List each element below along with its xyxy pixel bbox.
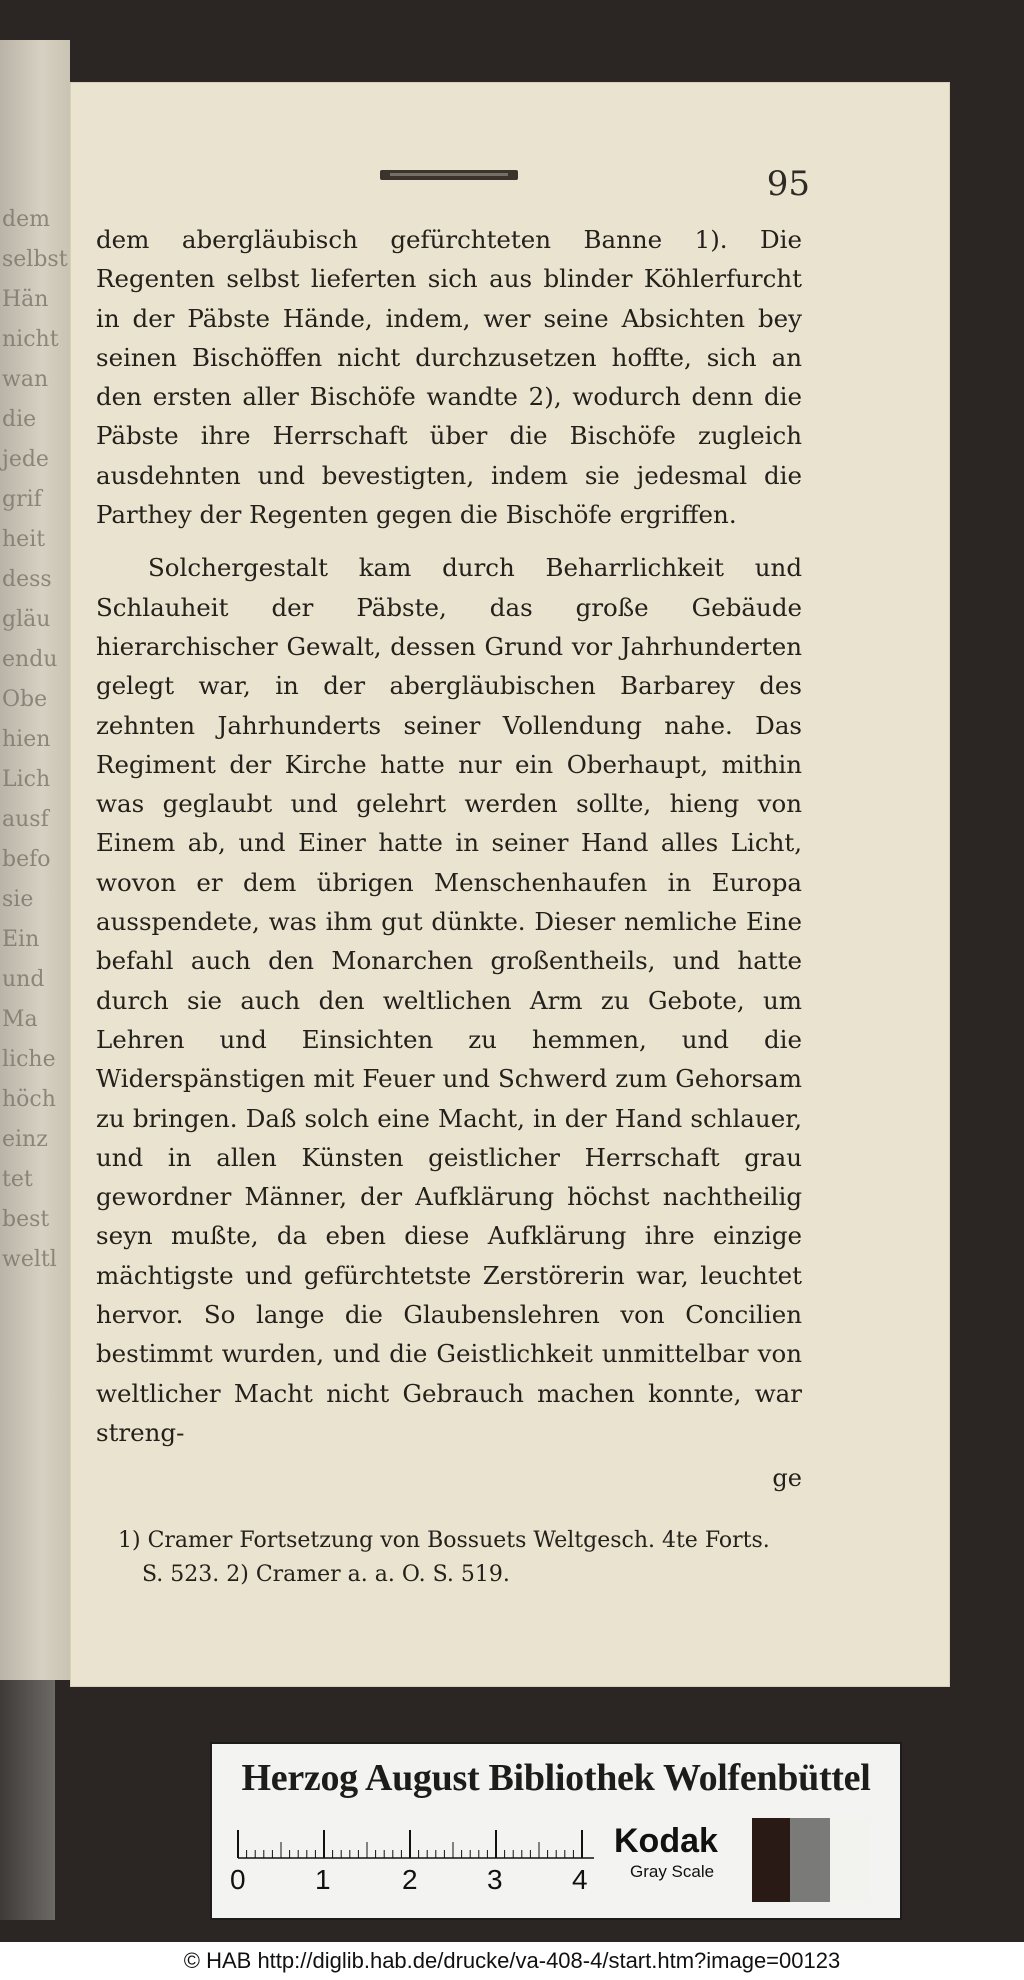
swatch-dark: [752, 1818, 790, 1902]
body-text: [96, 220, 802, 1452]
ruler-label-1: 1: [315, 1864, 331, 1895]
facing-page-fragment: und: [2, 967, 45, 992]
facing-page-fragment: wan: [2, 367, 49, 392]
footnotes: [118, 1524, 808, 1592]
swatch-mid: [790, 1818, 830, 1902]
facing-page-fragment: Hän: [2, 287, 49, 312]
facing-page-fragment: nicht: [2, 327, 59, 352]
facing-page-fragment: heit: [2, 527, 46, 552]
facing-page-fragment: Ein: [2, 927, 40, 952]
facing-page-fragment: gläu: [2, 607, 51, 632]
header-ornament: [380, 170, 518, 180]
facing-page-fragment: einz: [2, 1127, 48, 1152]
copyright-footer: © HAB http://diglib.hab.de/drucke/va-408-4/start.htm?image=00123: [0, 1942, 1024, 1980]
facing-page-fragment: die: [2, 407, 37, 432]
facing-page-fragment: weltl: [2, 1247, 57, 1272]
paragraph-1: dem abergläubisch gefürchteten Banne 1). Die Regenten selbst lieferten sich aus blinder Köhlerfurcht in der Päbste Hände, indem, wer seine Absichten bey seinen Bischöffen nicht durchzusetzen hoffte, sich an den ersten aller Bischöfe wandte 2), wodurch denn die Päbste ihre Herrschaft über die Bischöfe zugleich ausdehnten und bevestigten, indem sie jedesmal die Parthey der Regenten gegen die Bischöfe ergriffen.: [96, 225, 802, 530]
facing-page-fragment: selbst: [2, 247, 68, 272]
swatch-light: [830, 1818, 870, 1902]
facing-page-fragment: tet: [2, 1167, 33, 1192]
facing-page-fragment: ausf: [2, 807, 49, 832]
facing-page-fragment: best: [2, 1207, 50, 1232]
facing-page-fragment: grif: [2, 487, 42, 512]
ruler-label-3: 3: [487, 1864, 503, 1895]
scanner-edge: [0, 1680, 55, 1920]
color-card: [210, 1742, 902, 1920]
ruler-label-2: 2: [402, 1864, 418, 1895]
catchword: ge: [772, 1464, 802, 1492]
book-page: [70, 82, 950, 1687]
facing-page-fragment: Obe: [2, 687, 48, 712]
facing-page-fragment: Ma: [2, 1007, 38, 1032]
facing-page-fragment: befo: [2, 847, 51, 872]
facing-page-fragment: dem: [2, 207, 50, 232]
facing-page-fragment: höch: [2, 1087, 56, 1112]
facing-page-edge: [0, 40, 70, 1680]
gray-scale-label: Gray Scale: [630, 1862, 715, 1881]
facing-page-fragment: jede: [2, 447, 49, 472]
ruler-label-0: 0: [230, 1864, 246, 1895]
facing-page-fragment: sie: [2, 887, 34, 912]
facing-page-fragment: liche: [2, 1047, 56, 1072]
footnote-line-2: S. 523. 2) Cramer a. a. O. S. 519.: [142, 1562, 510, 1587]
library-name: Herzog August Bibliothek Wolfenbüttel: [241, 1757, 871, 1799]
ruler-label-4: 4: [572, 1864, 588, 1895]
facing-page-fragment: hien: [2, 727, 51, 752]
facing-page-fragment: dess: [2, 567, 52, 592]
facing-page-fragment: endu: [2, 647, 58, 672]
page-number: 95: [766, 164, 810, 204]
footnote-line-1: 1) Cramer Fortsetzung von Bossuets Weltgesch. 4te Forts.: [118, 1528, 770, 1553]
facing-page-fragment: Lich: [2, 767, 51, 792]
paragraph-2: Solchergestalt kam durch Beharrlichkeit und Schlauheit der Päbste, das große Gebäude hierarchischer Gewalt, dessen Grund vor Jahrhunderten gelegt war, in der abergläubischen Barbarey des zehnten Jahrhunderts seiner Vollendung nahe. Das Regiment der Kirche hatte nur ein Oberhaupt, mithin was geglaubt und gelehrt werden sollte, hieng von Einem ab, und Einer hatte in seiner Hand alles Licht, wovon er dem übrigen Menschenhaufen in Europa ausspendete, was ihm gut dünkte. Dieser nemliche Eine befahl auch den Monarchen großentheils, und hatte durch sie auch den weltlichen Arm zu Gebote, um Lehren und Einsichten zu hemmen, und die Widerspänstigen mit Feuer und Schwerd zum Gehorsam zu bringen. Daß solch eine Macht, in der Hand schlauer, und in allen Künsten geistlicher Herrschaft grau gewordner Männer, der Aufklärung höchst nachtheilig seyn mußte, da eben diese Aufklärung ihre einzige mächtigste und gefürchtetste Zerstörerin war, leuchtet hervor. So lange die Glaubenslehren von Concilien bestimmt wurden, und die Geistlichkeit unmittelbar von weltlicher Macht nicht Gebrauch machen konnte, war streng-: [96, 553, 802, 1447]
kodak-logo: Kodak: [614, 1822, 718, 1860]
